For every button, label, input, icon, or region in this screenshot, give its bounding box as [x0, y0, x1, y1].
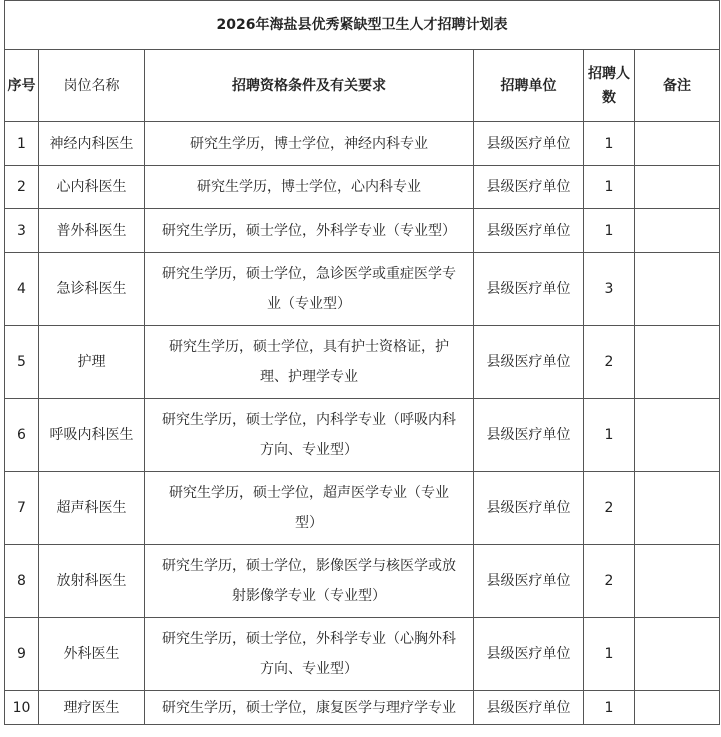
cell-unit: 县级医疗单位	[474, 545, 584, 618]
cell-no: 4	[5, 253, 39, 326]
cell-position: 放射科医生	[39, 545, 145, 618]
cell-position: 呼吸内科医生	[39, 399, 145, 472]
cell-no: 6	[5, 399, 39, 472]
cell-count: 3	[584, 253, 635, 326]
table-row	[5, 618, 720, 691]
cell-count: 2	[584, 326, 635, 399]
cell-unit: 县级医疗单位	[474, 472, 584, 545]
requirement-line-1: 研究生学历，博士学位，神经内科专业	[190, 135, 428, 152]
requirement-line-2: 业（专业型）	[267, 296, 351, 312]
cell-requirements	[145, 472, 474, 545]
table-row	[5, 399, 720, 472]
requirement-line-1: 研究生学历，硕士学位，外科学专业（心胸外科	[162, 631, 456, 647]
table-row	[5, 253, 720, 326]
cell-requirements	[145, 166, 474, 209]
requirement-line-1: 研究生学历，硕士学位，急诊医学或重症医学专	[162, 266, 456, 282]
table-title: 2026年海盐县优秀紧缺型卫生人才招聘计划表	[5, 1, 720, 50]
cell-note	[635, 253, 720, 326]
requirement-line-2: 射影像学专业（专业型）	[232, 588, 386, 604]
table-row	[5, 326, 720, 399]
cell-count: 2	[584, 545, 635, 618]
cell-position: 护理	[39, 326, 145, 399]
cell-requirements	[145, 209, 474, 253]
cell-position: 心内科医生	[39, 166, 145, 209]
requirement-line-1: 研究生学历，硕士学位，外科学专业（专业型）	[162, 222, 456, 239]
requirement-line-1: 研究生学历，硕士学位，影像医学与核医学或放	[162, 558, 456, 574]
header-count	[584, 50, 635, 122]
table-row	[5, 545, 720, 618]
cell-requirements	[145, 122, 474, 166]
cell-requirements	[145, 618, 474, 691]
table-row	[5, 209, 720, 253]
cell-position: 外科医生	[39, 618, 145, 691]
cell-note	[635, 122, 720, 166]
header-row	[5, 50, 720, 122]
header-unit: 招聘单位	[474, 50, 584, 122]
header-count-line1: 招聘人	[588, 65, 630, 82]
table-row	[5, 472, 720, 545]
cell-count: 2	[584, 472, 635, 545]
cell-unit: 县级医疗单位	[474, 166, 584, 209]
cell-note	[635, 209, 720, 253]
requirement-line-2: 理、护理学专业	[260, 369, 358, 385]
requirement-line-1: 研究生学历，硕士学位，具有护士资格证，护	[169, 339, 449, 355]
requirement-line-1: 研究生学历，硕士学位，超声医学专业（专业	[169, 485, 449, 501]
cell-no: 2	[5, 166, 39, 209]
cell-no: 10	[5, 691, 39, 725]
requirement-line-1: 研究生学历，博士学位，心内科专业	[197, 179, 421, 195]
cell-count: 1	[584, 209, 635, 253]
requirement-line-1: 研究生学历，硕士学位，康复医学与理疗学专业	[162, 699, 456, 716]
cell-no: 8	[5, 545, 39, 618]
cell-position: 神经内科医生	[39, 122, 145, 166]
cell-position: 急诊科医生	[39, 253, 145, 326]
header-requirements: 招聘资格条件及有关要求	[145, 50, 474, 122]
cell-count: 1	[584, 399, 635, 472]
cell-unit: 县级医疗单位	[474, 326, 584, 399]
cell-count: 1	[584, 122, 635, 166]
requirement-line-1: 研究生学历，硕士学位，内科学专业（呼吸内科	[162, 412, 456, 428]
table-row	[5, 122, 720, 166]
cell-note	[635, 326, 720, 399]
cell-count: 1	[584, 691, 635, 725]
cell-unit: 县级医疗单位	[474, 399, 584, 472]
cell-no: 5	[5, 326, 39, 399]
cell-position: 普外科医生	[39, 209, 145, 253]
cell-note	[635, 166, 720, 209]
cell-requirements	[145, 253, 474, 326]
cell-note	[635, 691, 720, 725]
cell-note	[635, 472, 720, 545]
header-count-line2: 数	[602, 89, 616, 106]
cell-count: 1	[584, 618, 635, 691]
cell-no: 9	[5, 618, 39, 691]
cell-note	[635, 545, 720, 618]
requirement-line-2: 型）	[295, 515, 323, 531]
table-row	[5, 166, 720, 209]
header-no: 序号	[5, 50, 39, 122]
cell-requirements	[145, 691, 474, 725]
cell-unit: 县级医疗单位	[474, 253, 584, 326]
cell-requirements	[145, 399, 474, 472]
requirement-line-2: 方向、专业型）	[260, 442, 358, 458]
recruitment-table	[4, 0, 720, 725]
cell-no: 7	[5, 472, 39, 545]
cell-requirements	[145, 545, 474, 618]
cell-note	[635, 618, 720, 691]
cell-requirements	[145, 326, 474, 399]
header-note: 备注	[635, 50, 720, 122]
requirement-line-2: 方向、专业型）	[260, 661, 358, 677]
cell-position: 理疗医生	[39, 691, 145, 725]
cell-unit: 县级医疗单位	[474, 122, 584, 166]
cell-unit: 县级医疗单位	[474, 691, 584, 725]
cell-count: 1	[584, 166, 635, 209]
cell-unit: 县级医疗单位	[474, 618, 584, 691]
table-row	[5, 691, 720, 725]
cell-no: 3	[5, 209, 39, 253]
cell-position: 超声科医生	[39, 472, 145, 545]
cell-unit: 县级医疗单位	[474, 209, 584, 253]
cell-note	[635, 399, 720, 472]
header-position: 岗位名称	[39, 50, 145, 122]
cell-no: 1	[5, 122, 39, 166]
